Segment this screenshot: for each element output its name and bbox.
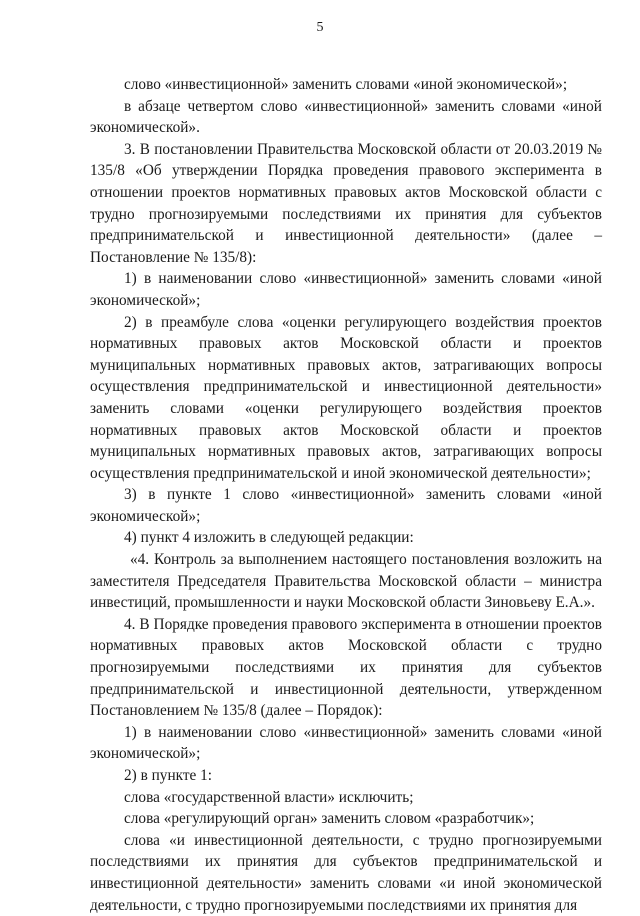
paragraph: 4. В Порядке проведения правового эксперимента в отношении проектов нормативных правовых актов Московской области с трудно прогнозируемыми последствиями их принятия для субъектов предпринимательской и инвестиционной деятельности, утвержденном Постановлением № 135/8 (далее – Порядок): [90,615,602,720]
paragraph: в абзаце четвертом слово «инвестиционной» заменить словами «иной экономической». [90,97,602,137]
paragraph: слово «инвестиционной» заменить словами «иной экономической»; [124,76,568,93]
paragraph: слова «регулирующий орган» заменить словом «разработчик»; [124,810,535,828]
paragraph: 4) пункт 4 изложить в следующей редакции: [124,529,414,547]
quoted-paragraph: «4. Контроль за выполнением настоящего постановления возложить на заместителя Председателя Правительства Московской области – министра инвестиций, промышленности и науки Московской области Зиновьеву Е.А.». [90,551,602,612]
paragraph: 3) в пункте 1 слово «инвестиционной» заменить словами «иной экономической»; [90,486,602,525]
paragraph: 2) в пункте 1: [124,767,213,784]
paragraph: 3. В постановлении Правительства Московской области от 20.03.2019 № 135/8 «Об утверждении Порядка проведения правового эксперимента в отношении проектов нормативных правовых актов Московской области с трудно прогнозируемыми последствиями их принятия для субъектов предпринимательской и инвестиционной деятельности» (далее – Постановление № 135/8): [90,140,602,266]
page-number: 5 [316,20,324,35]
paragraph: 2) в преамбуле слова «оценки регулирующего воздействия проектов нормативных правовых актов Московской области и проектов муниципальных нормативных правовых актов, затрагивающих вопросы осуществления предпринимательской и инвестиционной деятельности» заменить словами «оценки регулирующего воздействия проектов нормативных правовых актов Московской области и проектов муниципальных нормативных правовых актов, затрагивающих вопросы осуществления предпринимательской и иной экономической деятельности»; [90,313,602,482]
document-body [90,74,602,916]
paragraph: 1) в наименовании слово «инвестиционной» заменить словами «иной экономической»; [90,270,602,309]
paragraph: слова «государственной власти» исключить; [124,788,414,806]
paragraph: слова «и инвестиционной деятельности, с трудно прогнозируемыми последствиями их принятия для субъектов предпринимательской и инвестиционной деятельности» заменить словами «и иной экономической деятельности, с трудно прогнозируемыми последствиями их принятия для [90,831,602,914]
paragraph: 1) в наименовании слово «инвестиционной» заменить словами «иной экономической»; [90,723,602,763]
